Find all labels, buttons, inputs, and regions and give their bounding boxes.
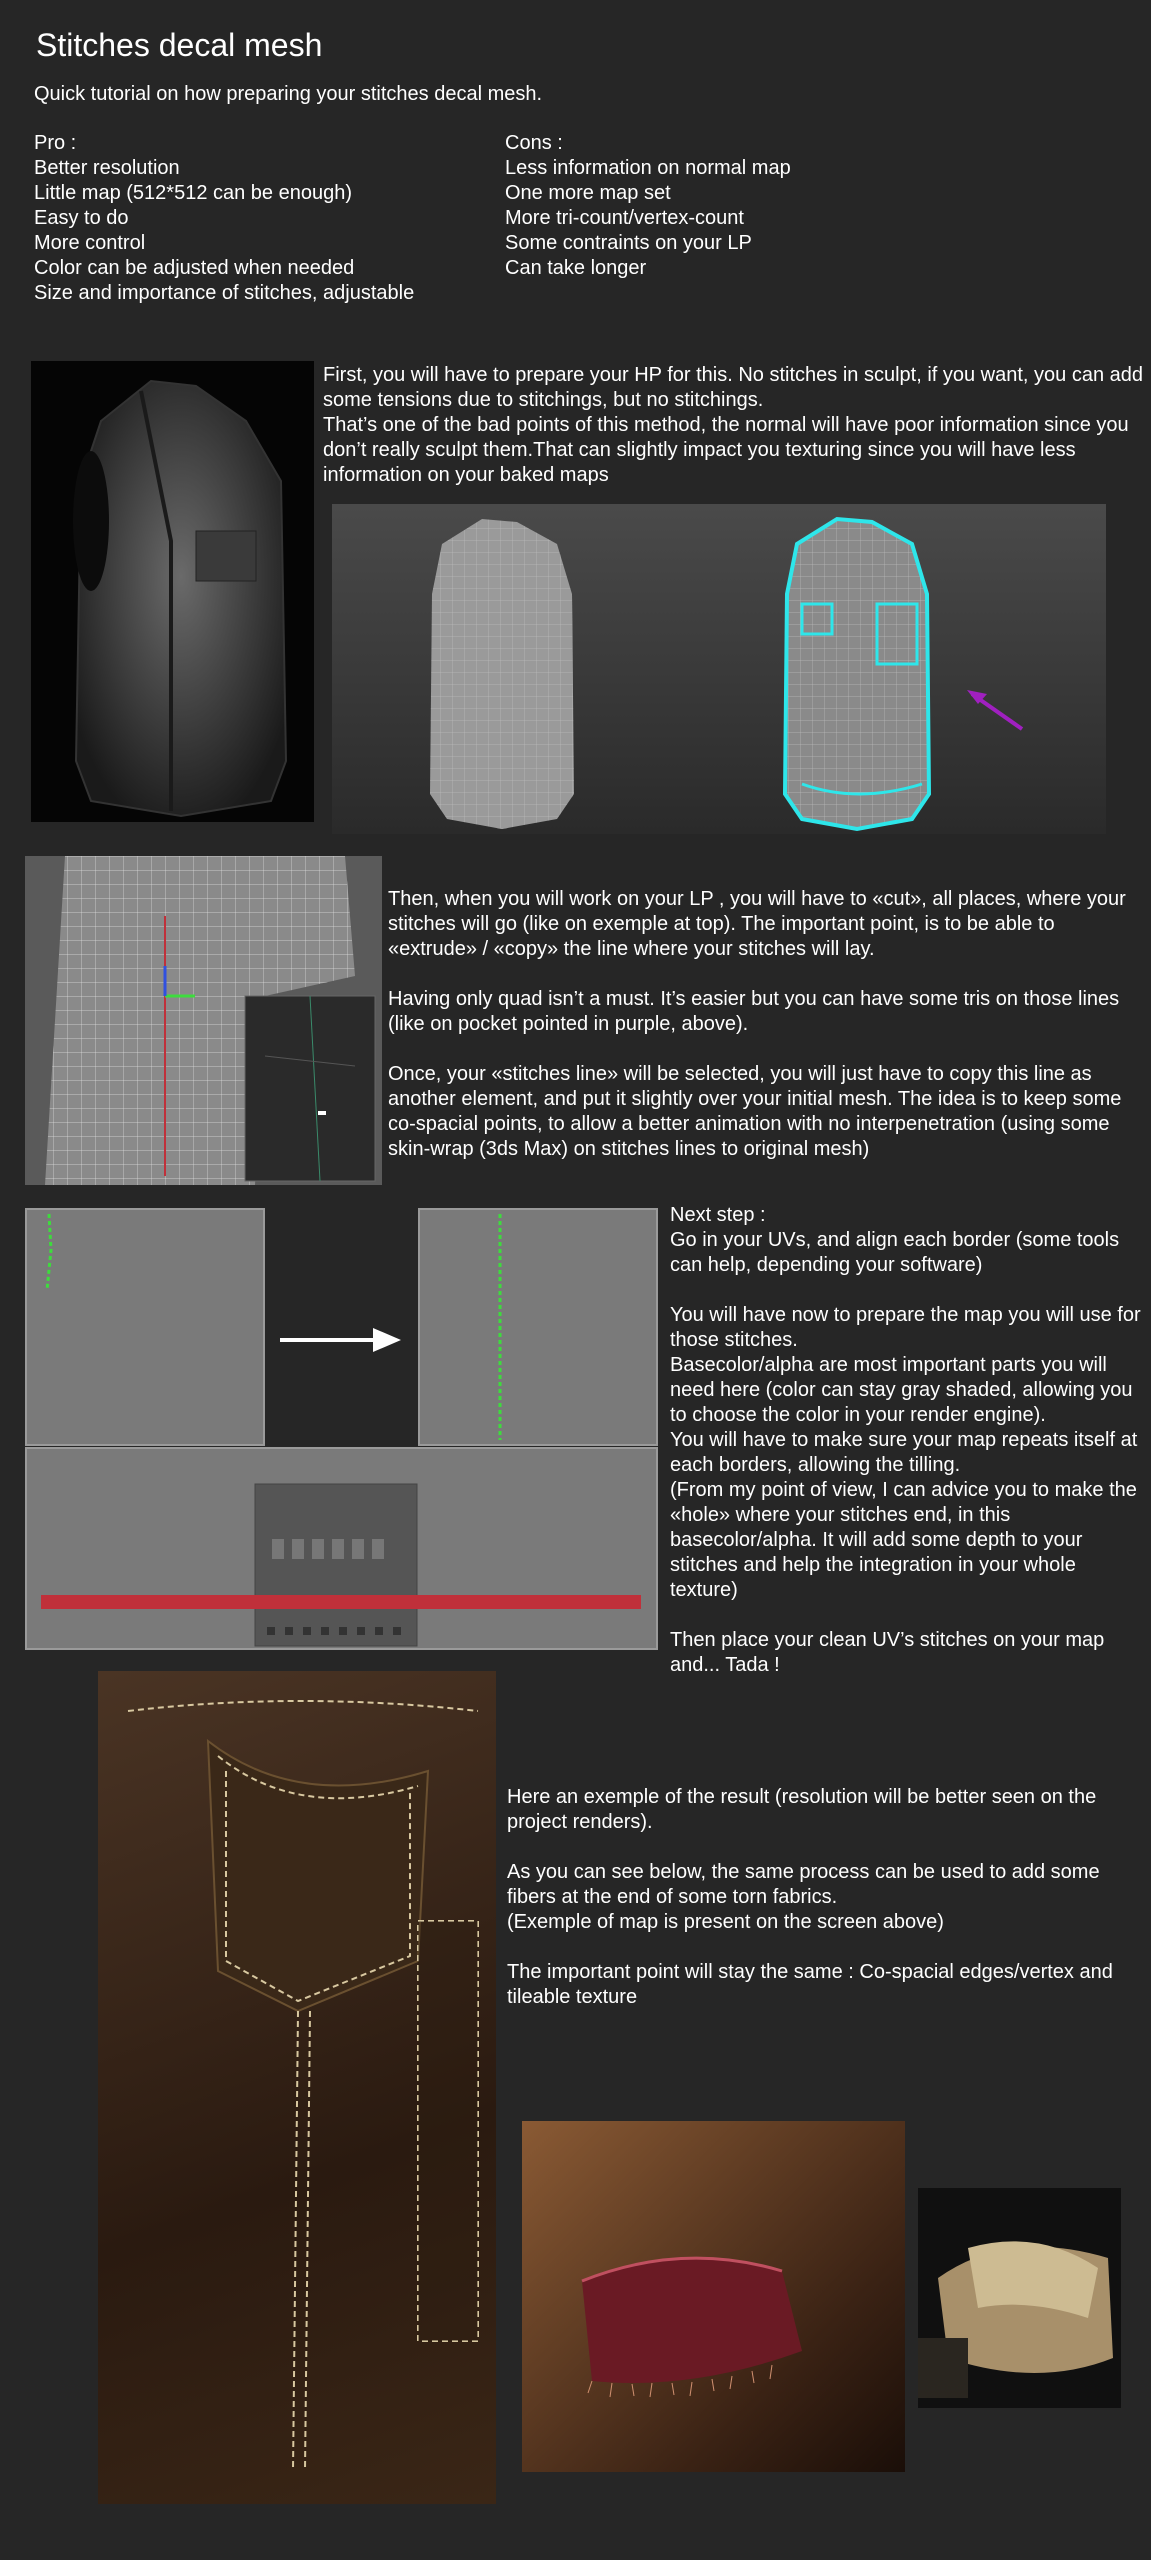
cons-list [505, 131, 791, 281]
leather-stitches-illustration [98, 1671, 496, 2504]
section4-paragraph: As you can see below, the same process can be used to add some fibers at the end of some torn fabrics. (Exemple of map is present on the screen above) [507, 1861, 1100, 1933]
pros-heading: Pro : [34, 132, 77, 154]
wireframe-viewport [332, 504, 1106, 834]
con-item: Some contraints on your LP [505, 232, 752, 254]
section3-paragraph: Then place your clean UV’s stitches on your map and... Tada ! [670, 1629, 1110, 1676]
leather-result-render [98, 1671, 496, 2504]
pro-item: Color can be adjusted when needed [34, 257, 355, 279]
arrow-right-icon [278, 1326, 403, 1359]
hand-wrap-render [918, 2188, 1121, 2408]
pro-item: Little map (512*512 can be enough) [34, 182, 353, 204]
lp-viewport [25, 856, 382, 1185]
torn-fabric-illustration [522, 2121, 905, 2472]
hand-wrap-illustration [918, 2188, 1121, 2408]
wireframe-illustration [332, 504, 1106, 834]
con-item: Can take longer [505, 257, 647, 279]
pro-item: Easy to do [34, 207, 129, 229]
uv-before-lines [27, 1210, 263, 1444]
section2-paragraph: Once, your «stitches line» will be selected, you will just have to copy this line as another element, and put it slightly over your initial mesh. The idea is to keep some co-spacial points, to allow a better animation with no interpenetration (using some skin-wrap (3ds Max) on stitches lines to original mesh) [388, 1063, 1127, 1160]
cons-heading: Cons : [505, 132, 563, 154]
con-item: More tri-count/vertex-count [505, 207, 744, 229]
con-item: One more map set [505, 182, 671, 204]
vest-illustration [31, 361, 314, 822]
page-title: Stitches decal mesh [36, 27, 323, 63]
section4-paragraph: Here an exemple of the result (resolution will be better seen on the project renders). [507, 1786, 1102, 1833]
con-item: Less information on normal map [505, 157, 791, 179]
uv-before-panel [25, 1208, 265, 1446]
pros-list [34, 131, 414, 306]
section3-paragraph: Next step : Go in your UVs, and align each border (some tools can help, depending your software) [670, 1204, 1120, 1276]
section1-text: First, you will have to prepare your HP for this. No stitches in sculpt, if you want, you can add some tensions due to stitchings, but no stitchings. That’s one of the bad points of this method, the normal will have poor information since you don’t really sculpt them.That can slightly impact you texturing since you will have less information on your baked maps [323, 364, 1144, 486]
uv-after-panel [418, 1208, 658, 1446]
stitch-map-illustration [27, 1449, 656, 1648]
hp-vest-render [31, 361, 314, 822]
section2-paragraph: Having only quad isn’t a must. It’s easier but you can have some tris on those lines (like on pocket pointed in purple, above). [388, 988, 1125, 1035]
stitch-texture-map [25, 1447, 658, 1650]
lp-mesh-illustration [25, 856, 382, 1185]
section4-text [507, 1785, 1147, 2035]
torn-fabric-arm-render [522, 2121, 905, 2472]
section4-paragraph: The important point will stay the same : Co-spacial edges/vertex and tileable texture [507, 1961, 1119, 2008]
pro-item: Size and importance of stitches, adjustable [34, 282, 415, 304]
section2-text [388, 887, 1132, 1187]
section2-paragraph: Then, when you will work on your LP , you will have to «cut», all places, where your stitches will go (like on exemple at top). The important point, is to be able to «extrude» / «copy» the line where your stitches will lay. [388, 888, 1132, 960]
section3-text [670, 1203, 1145, 1703]
pro-item: Better resolution [34, 157, 180, 179]
uv-after-lines [420, 1210, 656, 1444]
section3-paragraph: You will have now to prepare the map you will use for those stitches. Basecolor/alpha are most important parts you will need here (color can stay gray shaded, allowing you to choose the color in your render engine). You will have to make sure your map repeats itself at each borders, allowing the tilling. (From my point of view, I can advice you to make the «hole» where your stitches end, in this basecolor/alpha. It will add some depth to your stitches and help the integration in your whole texture) [670, 1304, 1141, 1601]
pro-item: More control [34, 232, 146, 254]
page-subtitle: Quick tutorial on how preparing your stitches decal mesh. [34, 83, 543, 105]
